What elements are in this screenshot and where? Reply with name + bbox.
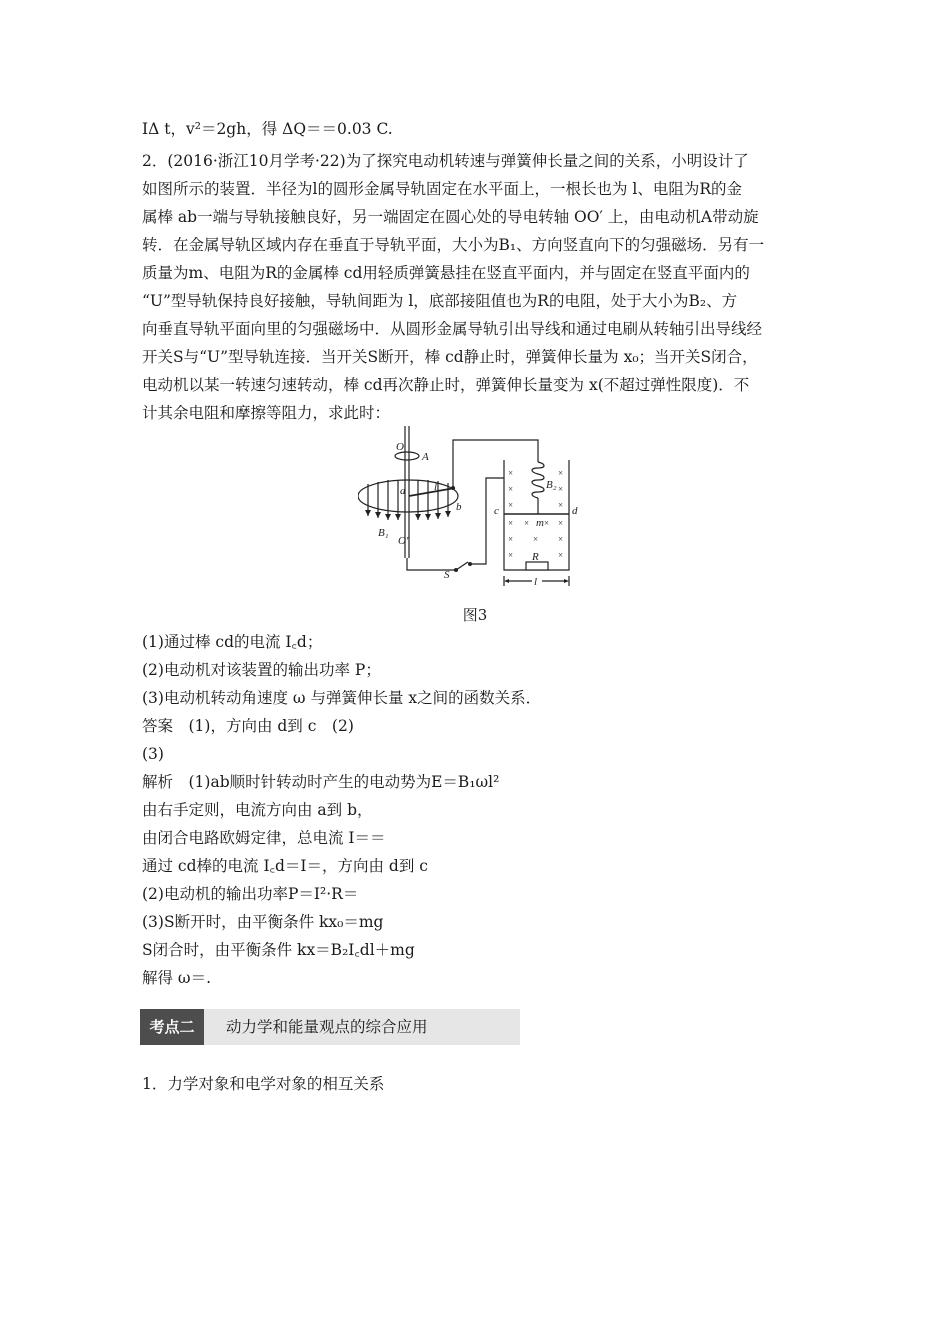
question-line: (1)通过棒 cd的电流 I꜀d； xyxy=(142,633,323,651)
problem-line: 属棒 ab一端与导轨接触良好，另一端固定在圆心处的导电转轴 OO′ 上，由电动机A带动旋 xyxy=(142,208,759,226)
label-l1: l xyxy=(434,481,438,493)
section-tag: 考点二 xyxy=(140,1009,204,1045)
analysis-line: 由右手定则，电流方向由 a到 b， xyxy=(142,801,373,819)
apparatus-diagram xyxy=(358,410,598,592)
label-a: a xyxy=(400,485,406,497)
analysis-line: 解析 (1)ab顺时针转动时产生的电动势为E＝B₁ωl² xyxy=(142,773,500,791)
label-m: m xyxy=(536,517,544,529)
problem-line: 2．(2016·浙江10月学考·22)为了探究电动机转速与弹簧伸长量之间的关系，小明设计了 xyxy=(142,152,749,170)
problem-line: 向垂直导轨平面向里的匀强磁场中．从圆形金属导轨引出导线和通过电刷从转轴引出导线经 xyxy=(142,320,763,338)
label-Oprime: O′ xyxy=(398,535,409,547)
field-cross: × xyxy=(508,484,514,494)
problem-line: 转．在金属导轨区域内存在垂直于导轨平面，大小为B₁、方向竖直向下的匀强磁场．另有一 xyxy=(142,236,765,254)
answer-line: 答案 (1)，方向由 d到 c (2) xyxy=(142,717,354,735)
problem-line: 计其余电阻和摩擦等阻力，求此时： xyxy=(142,404,391,422)
analysis-line: (3)S断开时，由平衡条件 kx₀＝mg xyxy=(142,913,384,931)
label-S: S xyxy=(444,569,450,581)
field-cross: × xyxy=(508,468,514,478)
analysis-line: 通过 cd棒的电流 I꜀d＝I＝，方向由 d到 c xyxy=(142,857,428,875)
field-cross: × xyxy=(533,534,539,544)
label-c: c xyxy=(494,505,499,517)
field-cross: × xyxy=(508,518,514,528)
field-cross: × xyxy=(508,534,514,544)
question-line: (3)电动机转动角速度 ω 与弹簧伸长量 x之间的函数关系． xyxy=(142,689,542,707)
problem-line: 电动机以某一转速匀速转动，棒 cd再次静止时，弹簧伸长量变为 x(不超过弹性限度)．不 xyxy=(142,376,750,394)
label-b: b xyxy=(456,501,462,513)
label-l2: l xyxy=(534,576,538,588)
label-B1: B₁ xyxy=(378,527,389,539)
field-cross: × xyxy=(558,550,564,560)
field-cross: × xyxy=(524,518,530,528)
problem-line: 质量为m、电阻为R的金属棒 cd用轻质弹簧悬挂在竖直平面内，并与固定在竖直平面内的 xyxy=(142,264,750,282)
label-R: R xyxy=(532,551,539,563)
field-cross: × xyxy=(558,484,564,494)
subheading: 1．力学对象和电学对象的相互关系 xyxy=(142,1075,385,1093)
problem-line: 如图所示的装置．半径为l的圆形金属导轨固定在水平面上，一根长也为 l、电阻为R的金 xyxy=(142,180,743,198)
label-A: A xyxy=(422,451,429,463)
answer-line: (3) xyxy=(142,745,164,763)
text-line: IΔ t，v²＝2gh，得 ΔQ＝＝0.03 C. xyxy=(142,120,393,138)
field-cross: × xyxy=(558,534,564,544)
problem-line: 开关S与“U”型导轨连接．当开关S断开，棒 cd静止时，弹簧伸长量为 x₀；当开关S闭合， xyxy=(142,348,758,366)
analysis-line: 解得 ω＝. xyxy=(142,969,211,987)
field-cross: × xyxy=(508,500,514,510)
section-title: 动力学和能量观点的综合应用 xyxy=(226,1018,428,1036)
label-d: d xyxy=(572,505,578,517)
section-header xyxy=(140,1009,520,1045)
question-line: (2)电动机对该装置的输出功率 P； xyxy=(142,661,381,679)
field-cross: × xyxy=(508,550,514,560)
figure-caption: 图3 xyxy=(462,606,488,624)
field-cross: × xyxy=(558,468,564,478)
analysis-line: (2)电动机的输出功率P＝I²·R＝ xyxy=(142,885,359,903)
label-O: O xyxy=(396,441,404,453)
field-cross: × xyxy=(558,500,564,510)
field-cross: × xyxy=(558,518,564,528)
analysis-line: 由闭合电路欧姆定律，总电流 I＝＝ xyxy=(142,829,386,847)
problem-line: “U”型导轨保持良好接触，导轨间距为 l，底部接阻值也为R的电阻，处于大小为B₂、方 xyxy=(142,292,738,310)
label-B2: B₂ xyxy=(546,479,557,491)
field-cross: × xyxy=(544,518,550,528)
analysis-line: S闭合时，由平衡条件 kx＝B₂I꜀dl＋mg xyxy=(142,941,415,959)
